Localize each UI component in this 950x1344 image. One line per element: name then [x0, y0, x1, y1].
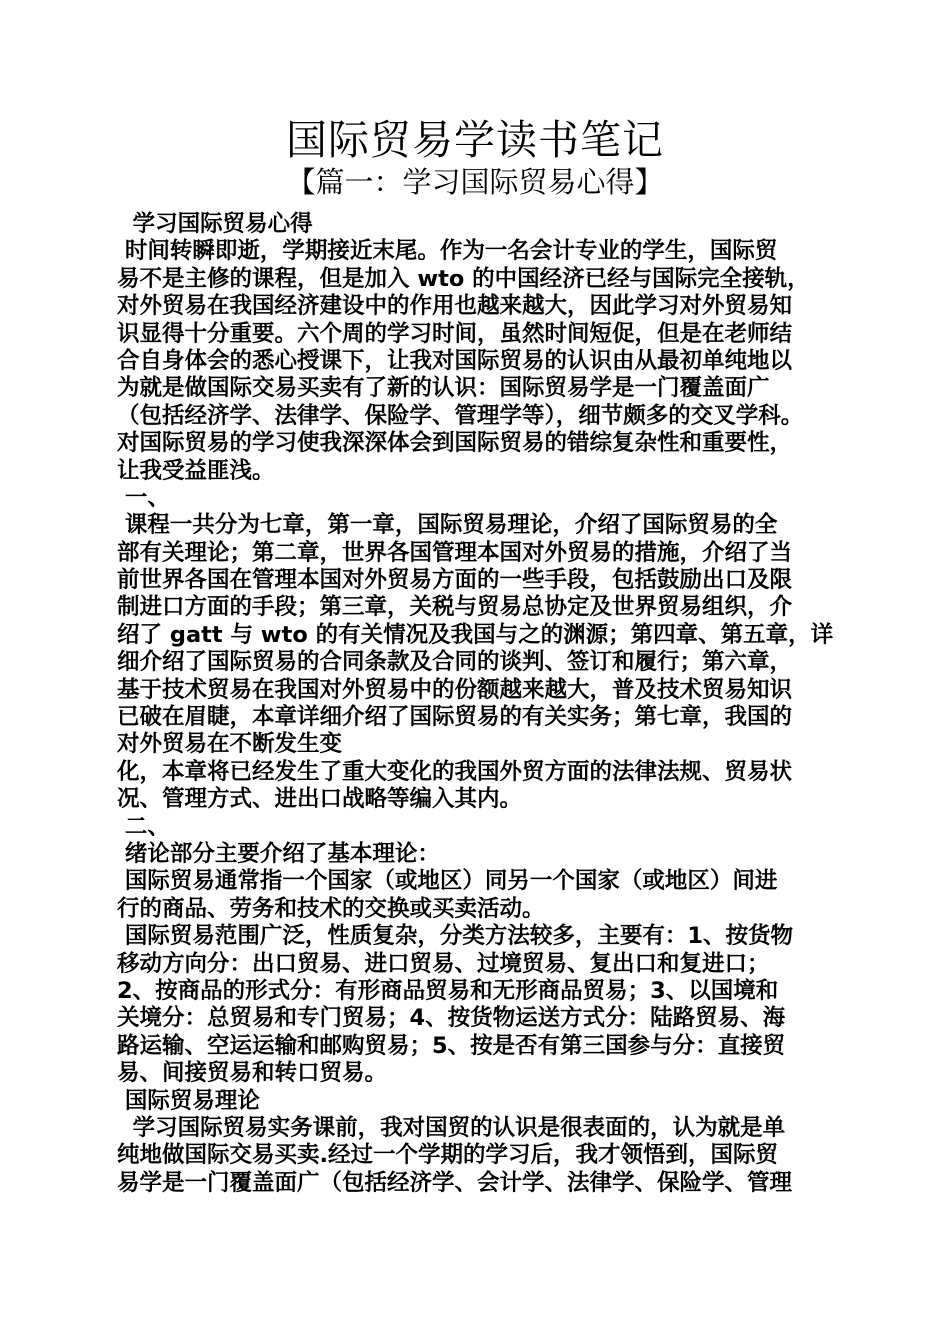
- text-line: 关境分：总贸易和专门贸易；4、按货物运送方式分：陆路贸易、海: [117, 1005, 786, 1032]
- text-line: 对外贸易在我国经济建设中的作用也越来越大，因此学习对外贸易知: [117, 293, 793, 320]
- text-line: 时间转瞬即逝，学期接近末尾。作为一名会计专业的学生，国际贸: [117, 238, 778, 265]
- text-line: 绍了 gatt 与 wto 的有关情况及我国与之的渊源；第四章、第五章，详: [117, 621, 834, 648]
- text-line: 易学是一门覆盖面广（包括经济学、会计学、法律学、保险学、管理: [117, 1169, 793, 1196]
- text-line: 易不是主修的课程，但是加入 wto 的中国经济已经与国际完全接轨，: [117, 265, 810, 292]
- text-line: 国际贸易范围广泛，性质复杂，分类方法较多，主要有：1、按货物: [117, 923, 793, 950]
- text-line: 细介绍了国际贸易的合同条款及合同的谈判、签订和履行；第六章，: [117, 649, 793, 676]
- text-line: （包括经济学、法律学、保险学、管理学等），细节颇多的交叉学科。: [117, 402, 804, 429]
- document-subtitle: 【篇一：学习国际贸易心得】: [286, 165, 664, 199]
- text-line: 一、: [117, 484, 170, 511]
- text-line: 易、间接贸易和转口贸易。: [117, 1060, 388, 1087]
- text-line: 2、按商品的形式分：有形商品贸易和无形商品贸易；3、以国境和: [117, 977, 779, 1004]
- document-title: 国际贸易学读书笔记: [286, 116, 664, 164]
- text-line: 国际贸易理论: [117, 1087, 260, 1114]
- text-line: 学习国际贸易实务课前，我对国贸的认识是很表面的，认为就是单: [117, 1114, 786, 1141]
- text-line: 课程一共分为七章，第一章，国际贸易理论，介绍了国际贸易的全: [117, 512, 778, 539]
- text-line: 化，本章将已经发生了重大变化的我国外贸方面的法律法规、贸易状: [117, 758, 793, 785]
- text-line: 纯地做国际交易买卖.经过一个学期的学习后，我才领悟到，国际贸: [117, 1142, 779, 1169]
- text-line: 二、: [117, 813, 170, 840]
- text-line: 绪论部分主要介绍了基本理论：: [117, 840, 440, 867]
- text-line: 国际贸易通常指一个国家（或地区）同另一个国家（或地区）间进: [117, 868, 778, 895]
- text-line: 合自身体会的悉心授课下，让我对国际贸易的认识由从最初单纯地以: [117, 347, 793, 374]
- text-line: 前世界各国在管理本国对外贸易方面的一些手段，包括鼓励出口及限: [117, 567, 793, 594]
- text-line: 况、管理方式、进出口战略等编入其内。: [117, 786, 523, 813]
- text-line: 为就是做国际交易买卖有了新的认识：国际贸易学是一门覆盖面广: [117, 375, 770, 402]
- text-line: 已破在眉睫，本章详细介绍了国际贸易的有关实务；第七章，我国的: [117, 704, 793, 731]
- text-line: 对国际贸易的学习使我深深体会到国际贸易的错综复杂性和重要性，: [117, 430, 793, 457]
- text-line: 部有关理论；第二章，世界各国管理本国对外贸易的措施，介绍了当: [117, 539, 793, 566]
- text-line: 学习国际贸易心得: [117, 211, 313, 237]
- text-line: 基于技术贸易在我国对外贸易中的份额越来越大，普及技术贸易知识: [117, 676, 793, 703]
- text-line: 识显得十分重要。六个周的学习时间，虽然时间短促，但是在老师结: [117, 320, 793, 347]
- text-line: 路运输、空运运输和邮购贸易；5、按是否有第三国参与分：直接贸: [117, 1032, 786, 1059]
- text-line: 制进口方面的手段；第三章，关税与贸易总协定及世界贸易组织，介: [117, 594, 793, 621]
- text-line: 移动方向分：出口贸易、进口贸易、过境贸易、复出口和复进口；: [117, 950, 770, 977]
- text-line: 让我受益匪浅。: [117, 457, 275, 484]
- text-line: 行的商品、劳务和技术的交换或买卖活动。: [117, 895, 545, 922]
- document-body: [117, 211, 857, 1197]
- text-line: 对外贸易在不断发生变: [117, 731, 343, 758]
